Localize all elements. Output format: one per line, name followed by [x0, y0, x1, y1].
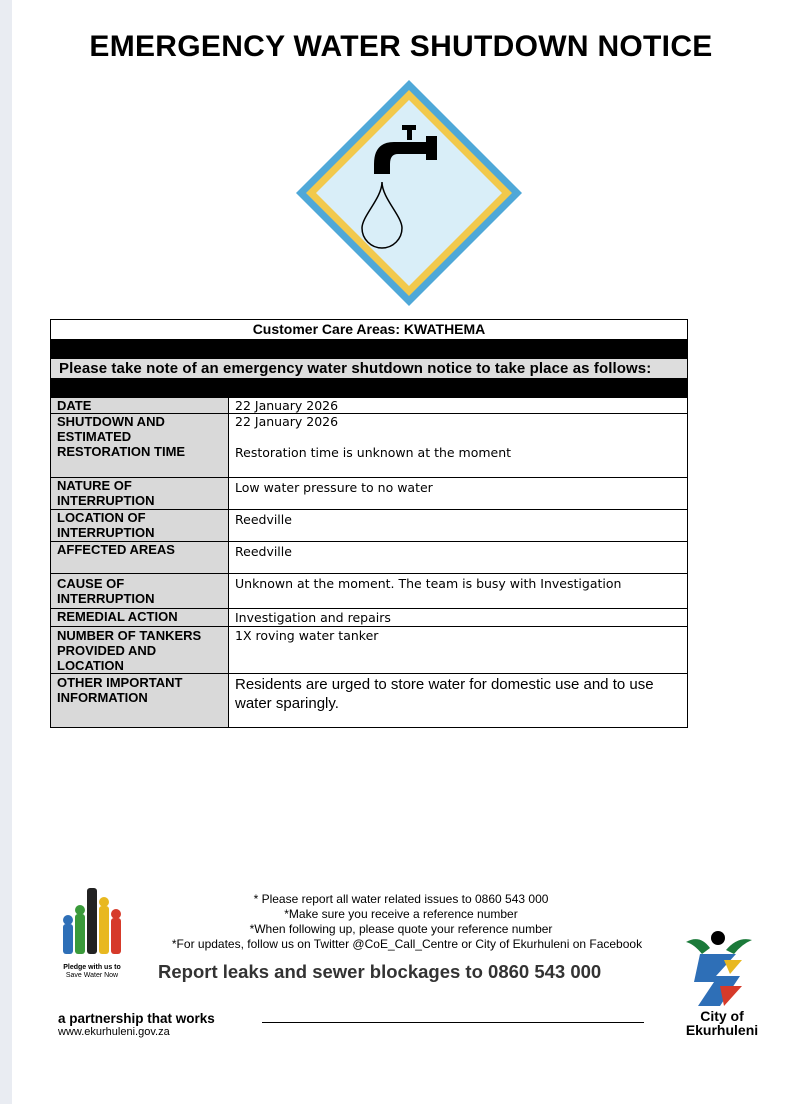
label-tankers: NUMBER OF TANKERS PROVIDED AND LOCATION — [51, 626, 229, 673]
page-title: EMERGENCY WATER SHUTDOWN NOTICE — [89, 30, 713, 63]
pledge-hands-logo — [55, 884, 135, 960]
pledge-line-1: Pledge with us to — [63, 964, 121, 971]
label-remedial: REMEDIAL ACTION — [51, 608, 229, 626]
value-other: Residents are urged to store water for domestic use and to use water sparingly. — [229, 673, 687, 727]
value-location: Reedville — [229, 509, 687, 541]
area-header: Customer Care Areas: KWATHEMA — [51, 320, 687, 340]
notice-line: Please take note of an emergency water shutdown notice to take place as follows: — [51, 359, 687, 378]
partnership-text: a partnership that works — [58, 1011, 215, 1026]
details-grid — [51, 397, 687, 727]
value-nature: Low water pressure to no water — [229, 477, 687, 509]
city-of-ekurhuleni-logo — [680, 930, 758, 1008]
label-location: LOCATION OF INTERRUPTION — [51, 509, 229, 541]
pledge-line-2: Save Water Now — [65, 972, 119, 979]
footer-line-3: *When following up, please quote your reference number — [249, 922, 553, 936]
value-cause: Unknown at the moment. The team is busy with Investigation — [229, 573, 687, 608]
pledge-text — [52, 964, 132, 980]
value-affected: Reedville — [229, 541, 687, 573]
water-tap-drop-sign-icon — [294, 78, 524, 308]
value-restoration: Restoration time is unknown at the moment — [235, 445, 512, 460]
label-other: OTHER IMPORTANT INFORMATION — [51, 673, 229, 727]
signature-line — [262, 1022, 644, 1023]
value-tankers: 1X roving water tanker — [229, 626, 687, 673]
divider-bar — [51, 378, 687, 397]
label-nature: NATURE OF INTERRUPTION — [51, 477, 229, 509]
footer-line-1: * Please report all water related issues to 0860 543 000 — [253, 892, 549, 906]
label-cause: CAUSE OF INTERRUPTION — [51, 573, 229, 608]
value-date: 22 January 2026 — [229, 397, 687, 413]
footer-line-4: *For updates, follow us on Twitter @CoE_Call_Centre or City of Ekurhuleni on Facebook — [171, 937, 643, 951]
label-date: DATE — [51, 397, 229, 413]
city-line-2: Ekurhuleni — [685, 1022, 759, 1038]
label-affected: AFFECTED AREAS — [51, 541, 229, 573]
value-remedial: Investigation and repairs — [229, 608, 687, 626]
value-shutdown-date: 22 January 2026 — [235, 414, 339, 429]
label-shutdown: SHUTDOWN AND ESTIMATED RESTORATION TIME — [51, 413, 229, 477]
city-name — [672, 1009, 772, 1037]
city-line-1: City of — [700, 1008, 744, 1024]
value-shutdown — [229, 413, 687, 477]
report-line: Report leaks and sewer blockages to 0860 543 000 — [158, 961, 602, 982]
notice-table — [50, 319, 688, 728]
footer-line-2: *Make sure you receive a reference number — [284, 907, 518, 921]
website-text: www.ekurhuleni.gov.za — [58, 1026, 170, 1038]
divider-bar — [51, 340, 687, 359]
